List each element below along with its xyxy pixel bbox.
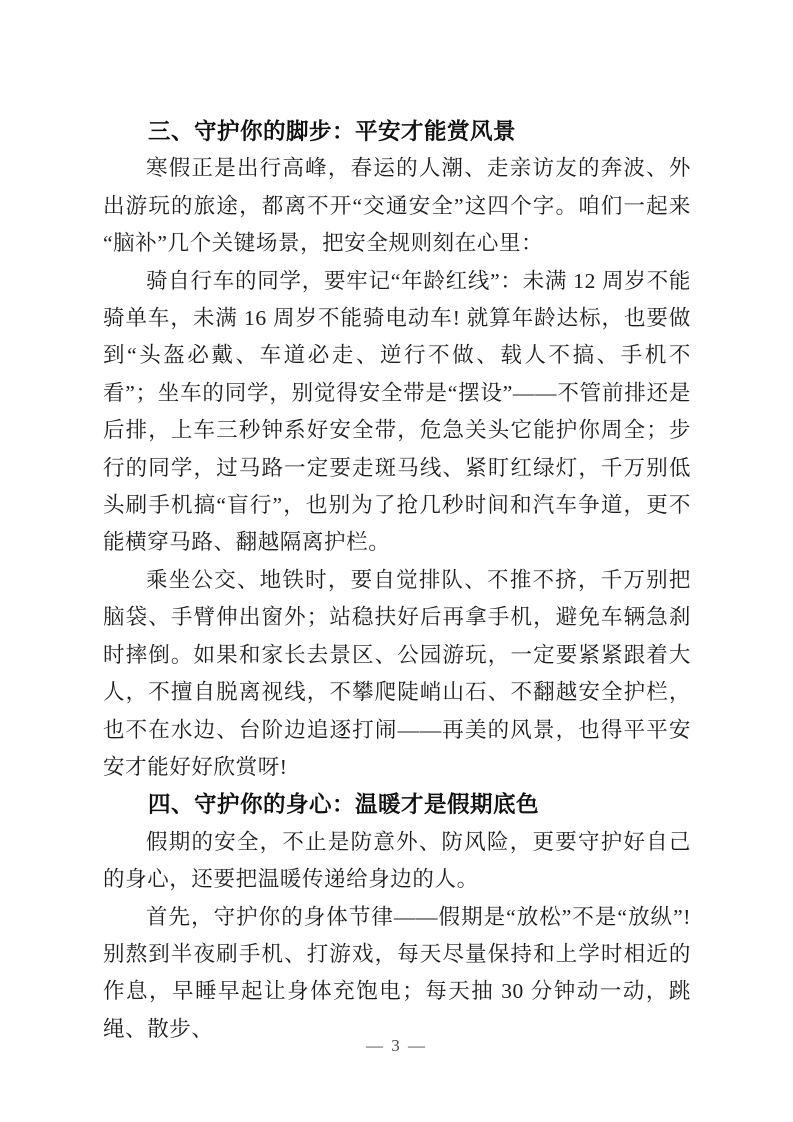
paragraph: 乘坐公交、地铁时，要自觉排队、不推不挤，千万别把脑袋、手臂伸出窗外；站稳扶好后再拿手机，避免车辆急刹时摔倒。如果和家长去景区、公园游玩，一定要紧紧跟着大人，不擅自脱离视线，不攀爬陡峭山石、不翻越安全护栏，也不在水边、台阶边追逐打闹——再美的风景，也得平平安安才能好好欣赏呀! <box>103 567 691 779</box>
section-heading: 四、守护你的身心：温暖才是假期底色 <box>148 792 540 818</box>
paragraph: 骑自行车的同学，要牢记“年龄红线”：未满 12 周岁不能骑单车，未满 16 周岁不能骑电动车! 就算年龄达标，也要做到“头盔必戴、车道必走、逆行不做、载人不搞、手机不看”；坐车的同学，别觉得安全带是“摆设”——不管前排还是后排，上车三秒钟系好安全带，危急关头它能护你周全；步行的同学，过马路一定要走斑马线、紧盯红绿灯，千万别低头刷手机搞“盲行”，也别为了抢几秒时间和汽车争道，更不能横穿马路、翻越隔离护栏。 <box>103 268 691 555</box>
paragraph: 假期的安全，不止是防意外、防风险，更要守护好自己的身心，还要把温暖传递给身边的人。 <box>103 829 691 892</box>
section-heading: 三、守护你的脚步：平安才能赏风景 <box>148 119 517 144</box>
paragraph: 寒假正是出行高峰，春运的人潮、走亲访友的奔波、外出游玩的旅途，都离不开“交通安全”这四个字。咱们一起来“脑补”几个关键场景，把安全规则刻在心里： <box>103 156 691 256</box>
document-body <box>103 113 691 1048</box>
page-number: — 3 — <box>366 1036 427 1055</box>
paragraph: 首先，守护你的身体节律——假期是“放松”不是“放纵”! 别熬到半夜刷手机、打游戏，每天尽量保持和上学时相近的作息，早睡早起让身体充饱电；每天抽 30 分钟动一动，跳绳、散步、 <box>103 904 691 1041</box>
page-footer <box>0 1036 793 1056</box>
